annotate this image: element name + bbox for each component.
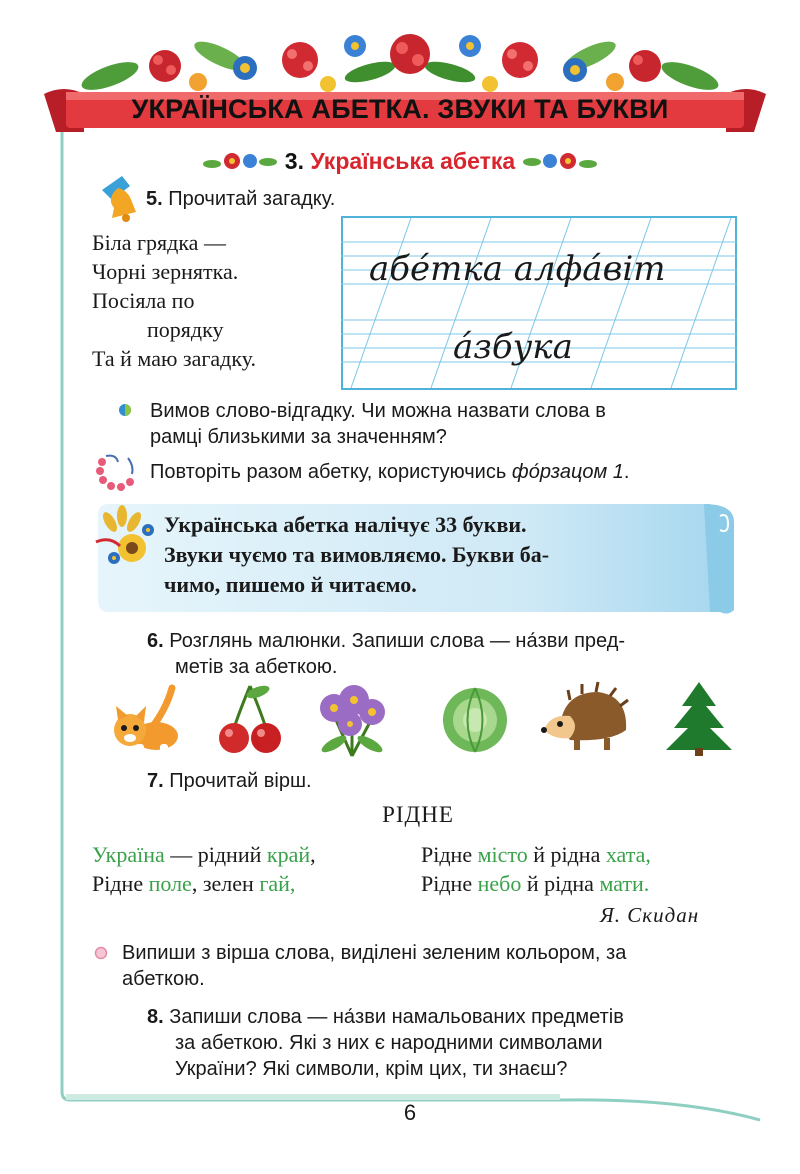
rule-line: чимо, пишемо й читаємо. xyxy=(164,572,417,597)
cherry-icon xyxy=(216,680,286,758)
task8-line: Запиши слова — на́зви намальованих предметів xyxy=(169,1006,624,1028)
task8-heading xyxy=(147,1004,624,1082)
lesson-name: Українська абетка xyxy=(310,148,516,174)
copybook-word-line1: абе́тка алфа́віт xyxy=(369,249,666,289)
poem-column-left: Україна — рідний край, Рідне поле, зелен гай, xyxy=(92,842,316,896)
riddle-line: порядку xyxy=(92,317,224,342)
beads-icon xyxy=(94,452,140,492)
bell-icon xyxy=(92,172,146,222)
fir-tree-icon xyxy=(664,680,734,758)
task6-heading xyxy=(147,628,625,680)
poem-word: гай, xyxy=(259,871,296,896)
riddle-line: Чорні зернятка. xyxy=(92,259,239,284)
task7-question-line: абеткою. xyxy=(122,968,205,990)
task8-line: України? Які символи, крім цих, ти знаєш? xyxy=(175,1058,568,1080)
poem-word: край xyxy=(266,842,311,867)
poem-text: Рідне xyxy=(92,871,149,896)
poem-word: небо xyxy=(477,871,522,896)
task6-line: метів за абеткою. xyxy=(175,656,338,678)
riddle-line: Посіяла по xyxy=(92,288,195,313)
ornament-left-icon xyxy=(202,150,278,172)
rule-text xyxy=(164,510,549,600)
ornament-right-icon xyxy=(522,150,598,172)
poem-word: хата, xyxy=(605,842,651,867)
lesson-number: 3. xyxy=(284,148,304,174)
task5-repeat-end: . xyxy=(623,461,630,483)
poem-word: поле xyxy=(148,871,192,896)
task7-question-line: Випиши з вірша слова, виділені зеленим кольором, за xyxy=(122,942,627,964)
poem-text: Рідне xyxy=(421,871,478,896)
task5-question xyxy=(150,398,606,450)
poem-author: Я. Скидан xyxy=(600,903,700,927)
poem-text: й рідна xyxy=(527,842,606,867)
task5-repeat-link: фо́рзацом 1 xyxy=(511,461,624,483)
task7-number: 7. xyxy=(147,770,164,792)
task8-number: 8. xyxy=(147,1006,164,1028)
page-number: 6 xyxy=(403,1100,417,1125)
rule-line: Українська абетка налічує 33 букви. xyxy=(164,512,527,537)
cabbage-icon xyxy=(440,680,510,758)
poem-word: місто xyxy=(477,842,528,867)
task7-heading xyxy=(147,770,312,793)
task5-heading xyxy=(146,188,335,211)
hedgehog-icon xyxy=(540,680,630,758)
copybook-frame xyxy=(341,216,737,390)
poem-word: Україна xyxy=(92,842,165,867)
riddle-line: Та й маю загадку. xyxy=(92,346,257,371)
section-banner-title: УКРАЇНСЬКА АБЕТКА. ЗВУКИ ТА БУКВИ xyxy=(131,94,669,124)
task5-repeat-text: Повторіть разом абетку, користуючись xyxy=(150,461,512,483)
task5-text: Прочитай загадку. xyxy=(168,188,336,210)
task5-number: 5. xyxy=(146,188,163,210)
rule-line: Звуки чуємо та вимовляємо. Букви ба- xyxy=(164,542,550,567)
task5-question-line: Вимов слово-відгадку. Чи можна назвати слова в xyxy=(150,400,606,422)
task8-line: за абеткою. Які з них є народними символами xyxy=(175,1032,603,1054)
poem-text: й рідна xyxy=(521,871,600,896)
poem-text: Рідне xyxy=(421,842,478,867)
poem-text: — рідний xyxy=(164,842,267,867)
task5-repeat xyxy=(150,459,629,485)
task5-question-line: рамці близькими за значенням? xyxy=(150,426,447,448)
kitten-icon xyxy=(106,680,186,758)
poem-column-right xyxy=(421,840,651,898)
task6-line: Розглянь малюнки. Запиши слова — на́зви пред- xyxy=(169,630,626,652)
bullet-dot-icon xyxy=(118,403,132,417)
copybook-word-line2: а́збука xyxy=(453,327,573,367)
asters-icon xyxy=(312,680,392,758)
task7-question xyxy=(122,940,626,992)
riddle xyxy=(92,228,256,373)
task7-text: Прочитай вірш. xyxy=(169,770,312,792)
riddle-line: Біла грядка — xyxy=(92,230,226,255)
lesson-title xyxy=(0,148,800,175)
bullet-circle-icon xyxy=(94,946,108,960)
task6-number: 6. xyxy=(147,630,164,652)
wheat-flower-icon xyxy=(90,502,160,572)
poem-text: , зелен xyxy=(191,871,260,896)
poem-word: мати. xyxy=(599,871,650,896)
poem-title: РІДНЕ xyxy=(382,802,454,827)
